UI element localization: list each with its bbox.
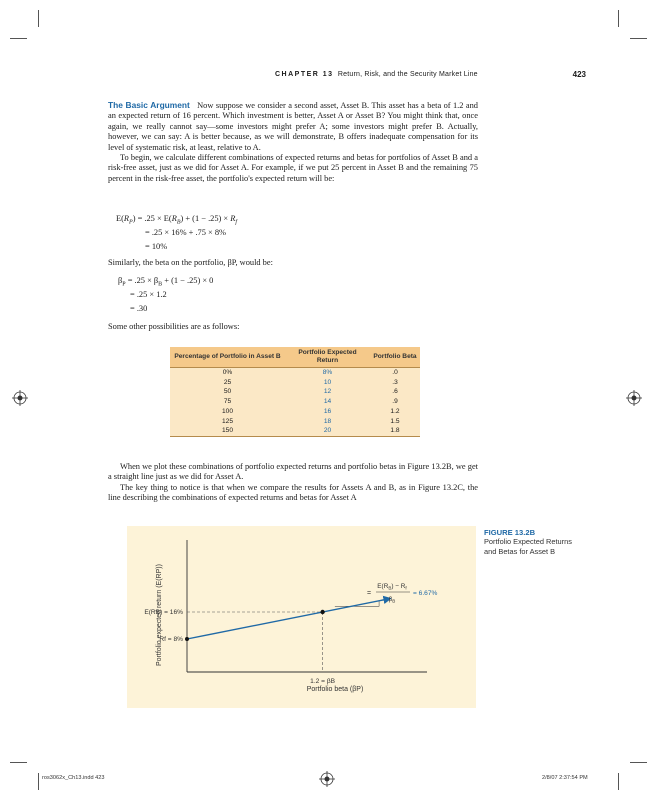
y-axis-label: Portfolio expected return (E(RP)) [156,564,163,666]
registration-mark-right [626,390,642,406]
line-chart [127,526,476,708]
footer-filename: ros3062x_Ch13.indd 423 [42,775,105,781]
table-header-row [170,347,420,368]
equation-2-line-3: = .30 [130,304,148,313]
table-row: 0% 8% .0 [170,368,420,378]
chapter-label: CHAPTER 13 [275,71,334,78]
series-line-asset-b [187,599,390,640]
label-rf: Rf = 8% [159,636,183,643]
figure-caption [484,528,584,556]
crop-mark [38,10,39,27]
slope-value: = 6.67% [413,590,438,597]
slope-equals: = [367,590,372,597]
chapter-title: Return, Risk, and the Security Market Line [337,71,478,78]
equation-1-line-1: $E(R_P) = .25 \times E(R_B) + (1 - .25) \times R_f$ [116,214,238,226]
registration-mark-bottom [319,771,335,787]
table-row: 25 10 .3 [170,378,420,388]
crop-mark [10,38,27,39]
label-erb: E(RB) = 16% [144,609,183,616]
column-header: Portfolio Beta [370,347,420,368]
crop-mark [630,762,647,763]
slope-numerator: $E(R_B) - R_f$ [377,583,407,591]
running-header [275,71,515,78]
footer-timestamp: 2/8/07 2:37:54 PM [542,775,588,781]
crop-mark [618,773,619,790]
data-point-asset-b [320,610,324,614]
table-row: 150 20 1.8 [170,426,420,436]
crop-mark [10,762,27,763]
equation-2-line-1: $\beta_P = .25 \times \beta_B + (1 - .25) \times 0$ [118,276,214,288]
slope-denominator: $\beta_B$ [388,596,396,604]
paragraph-2: To begin, we calculate different combinations of expected returns and betas for portfolios of Asset B and a risk-free asset, just as we did for Asset A. For example, if we put 25 percent in Asset B and the remaining 75 percent in the risk-free asset, the portfolio's expected return will be: [108,153,478,183]
equation-1-line-2: = .25 × 16% + .75 × 8% [145,228,227,237]
figure-label: FIGURE 13.2B [484,528,536,537]
section-heading: The Basic Argument [108,100,190,110]
body-text-bottom [108,462,478,504]
page-number: 423 [572,70,586,79]
table-row: 50 12 .6 [170,387,420,397]
crop-mark [618,10,619,27]
data-point-risk-free [185,637,189,641]
figure-caption-text: Portfolio Expected Returns and Betas for Asset B [484,537,572,556]
label-beta-b: 1.2 = βB [310,678,336,685]
paragraph-5: When we plot these combinations of portfolio expected returns and portfolio betas in Figure 13.2B, we get a straight line just as we did for Asset A. [108,462,478,482]
paragraph-4: Some other possibilities are as follows: [108,322,240,331]
figure-panel [127,526,476,708]
paragraph-3: Similarly, the beta on the portfolio, βP, would be: [108,258,273,267]
x-axis-label: Portfolio beta (βP) [306,686,364,693]
body-text-top [108,100,478,184]
paragraph-6: The key thing to notice is that when we compare the results for Assets A and B, as in Figure 13.2C, the line describing the combinations of expected returns and betas for Asset A [108,482,478,503]
table-row: 75 14 .9 [170,397,420,407]
table-row: 125 18 1.5 [170,417,420,427]
registration-mark-left [12,390,28,406]
crop-mark [630,38,647,39]
equation-1-line-3: = 10% [145,242,168,251]
column-header: Percentage of Portfolio in Asset B [170,347,285,368]
crop-mark [38,773,39,790]
table-row: 100 16 1.2 [170,407,420,417]
paragraph-1: The Basic Argument Now suppose we consider a second asset, Asset B. This asset has a beta of 1.2 and an expected return of 16 percent. Which investment is better, Asset A or Asset B? You might think that, once again, we really cannot say—some investors might prefer A; some investors might prefer B. Actually, however, we can say: A is better because, as we will demonstrate, B offers inadequate compensation for its level of systematic risk, at least, relative to A. [108,100,478,152]
portfolio-table [170,347,420,437]
column-header: Portfolio Expected Return [285,347,370,368]
equation-2-line-2: = .25 × 1.2 [130,290,167,299]
